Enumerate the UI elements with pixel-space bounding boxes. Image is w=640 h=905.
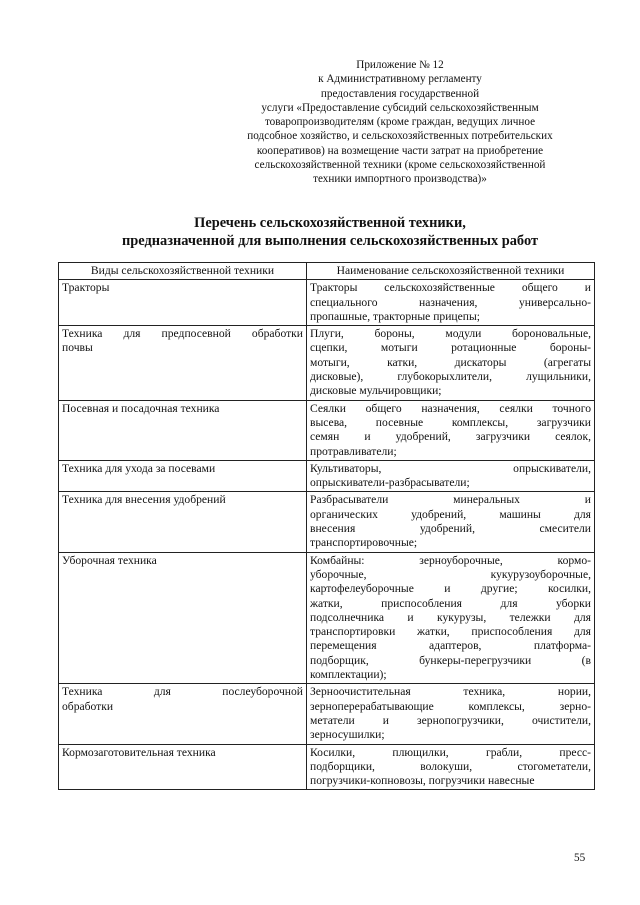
cell-line: опрыскиватели-разбрасыватели; <box>310 476 470 490</box>
table-row <box>59 684 595 744</box>
appendix-line: Приложение № 12 <box>356 59 444 71</box>
cell-machinery-kind <box>59 744 307 790</box>
cell-line: Техника для ухода за посевами <box>62 461 216 475</box>
appendix-line: товаропроизводителям (кроме граждан, ведущих личное <box>264 116 536 129</box>
cell-line: пропашные, тракторные прицепы; <box>310 309 480 323</box>
appendix-header <box>205 58 595 187</box>
cell-line: картофелеуборочные и другие; косилки, <box>310 582 591 596</box>
document-title-line-1: Перечень сельскохозяйственной техники, <box>194 215 466 231</box>
cell-line: жатки, приспособления для уборки <box>310 596 591 610</box>
cell-line: уборочные, кукурузоуборочные, <box>310 567 591 581</box>
cell-line: Культиваторы, опрыскиватели, <box>310 461 591 475</box>
machinery-table <box>58 262 595 790</box>
cell-line: мотыги, катки, дискаторы (агрегаты <box>310 355 591 369</box>
cell-line: почвы <box>62 341 93 355</box>
table-row <box>59 460 595 492</box>
table-row <box>59 280 595 326</box>
table-row <box>59 492 595 552</box>
cell-line: подборщики, волокуши, стогометатели, <box>310 759 591 773</box>
cell-machinery-kind <box>59 326 307 400</box>
cell-machinery-names <box>307 326 595 400</box>
document-title-line-2: предназначенной для выполнения сельскохозяйственных работ <box>121 233 539 249</box>
appendix-line: услуги «Предоставление субсидий сельскохозяйственным <box>261 101 539 114</box>
cell-line: транспортировки жатки, приспособления для <box>310 625 591 639</box>
cell-line: Косилки, плющилки, грабли, пресс- <box>310 745 591 759</box>
cell-line: дисковые), глубокорыхлители, лущильники, <box>310 370 591 384</box>
cell-machinery-kind <box>59 552 307 684</box>
cell-machinery-names <box>307 400 595 460</box>
cell-machinery-kind <box>59 492 307 552</box>
cell-machinery-names <box>307 492 595 552</box>
table-header-row <box>59 263 595 280</box>
cell-line: зерноперерабатывающие комплексы, зерно- <box>310 699 591 713</box>
cell-line: перемещения адаптеров, платформа- <box>310 639 591 653</box>
appendix-line: сельскохозяйственной техники (кроме сельскохозяйственной <box>254 159 546 172</box>
cell-line: Посевная и посадочная техника <box>62 401 220 415</box>
table-row <box>59 326 595 400</box>
cell-machinery-names <box>307 552 595 684</box>
cell-line: Техника для послеуборочной <box>62 685 303 699</box>
cell-line: семян и удобрений, загрузчики сеялок, <box>310 430 591 444</box>
cell-line: Техника для внесения удобрений <box>62 493 226 507</box>
cell-machinery-names <box>307 744 595 790</box>
cell-line: Тракторы <box>62 281 110 295</box>
header-kind: Виды сельскохозяйственной техники <box>59 263 307 280</box>
document-title <box>60 214 600 250</box>
cell-line: зерносушилки; <box>310 728 385 742</box>
cell-machinery-names <box>307 280 595 326</box>
cell-line: подборщик, бункеры-перегрузчики (в <box>310 653 591 667</box>
cell-line: внесения удобрений, смесители <box>310 522 591 536</box>
cell-line: погрузчики-копновозы, погрузчики навесные <box>310 774 535 788</box>
cell-line: Плуги, бороны, модули бороновальные, <box>310 327 591 341</box>
cell-machinery-kind <box>59 684 307 744</box>
cell-line: метатели и зернопогрузчики, очистители, <box>310 713 591 727</box>
cell-line: Тракторы сельскохозяйственные общего и <box>310 281 591 295</box>
cell-line: обработки <box>62 699 114 713</box>
cell-line: Техника для предпосевной обработки <box>62 327 303 341</box>
cell-line: высева, посевные комплексы, загрузчики <box>310 415 591 429</box>
cell-line: подсолнечника и кукурузы, тележки для <box>310 610 591 624</box>
header-names: Наименование сельскохозяйственной техники <box>307 263 595 280</box>
cell-machinery-kind <box>59 400 307 460</box>
table-body <box>59 280 595 790</box>
appendix-line: предоставления государственной <box>320 87 480 100</box>
cell-machinery-names <box>307 460 595 492</box>
cell-line: Комбайны: зерноуборочные, кормо- <box>310 553 591 567</box>
appendix-line: кооперативов) на возмещение части затрат на приобретение <box>256 144 544 157</box>
table-row <box>59 744 595 790</box>
page-number: 55 <box>574 852 586 864</box>
table-row <box>59 552 595 684</box>
cell-line: Кормозаготовительная техника <box>62 745 216 759</box>
cell-line: транспортировочные; <box>310 536 418 550</box>
cell-machinery-names <box>307 684 595 744</box>
appendix-line: подсобное хозяйство, и сельскохозяйственных потребительских <box>247 130 553 143</box>
cell-line: Зерноочистительная техника, нории, <box>310 685 591 699</box>
cell-line: дисковые мульчировщики; <box>310 384 442 398</box>
cell-line: специального назначения, универсально- <box>310 295 591 309</box>
cell-machinery-kind <box>59 280 307 326</box>
appendix-line: техники импортного производства)» <box>313 173 487 186</box>
cell-line: комплектации); <box>310 668 387 682</box>
cell-line: сцепки, мотыги ротационные бороны- <box>310 341 591 355</box>
cell-line: протравливатели; <box>310 444 397 458</box>
appendix-line: к Административному регламенту <box>318 73 482 86</box>
cell-line: Сеялки общего назначения, сеялки точного <box>310 401 591 415</box>
cell-line: Разбрасыватели минеральных и <box>310 493 591 507</box>
cell-line: Уборочная техника <box>62 553 157 567</box>
cell-line: органических удобрений, машины для <box>310 507 591 521</box>
cell-machinery-kind <box>59 460 307 492</box>
table-row <box>59 400 595 460</box>
